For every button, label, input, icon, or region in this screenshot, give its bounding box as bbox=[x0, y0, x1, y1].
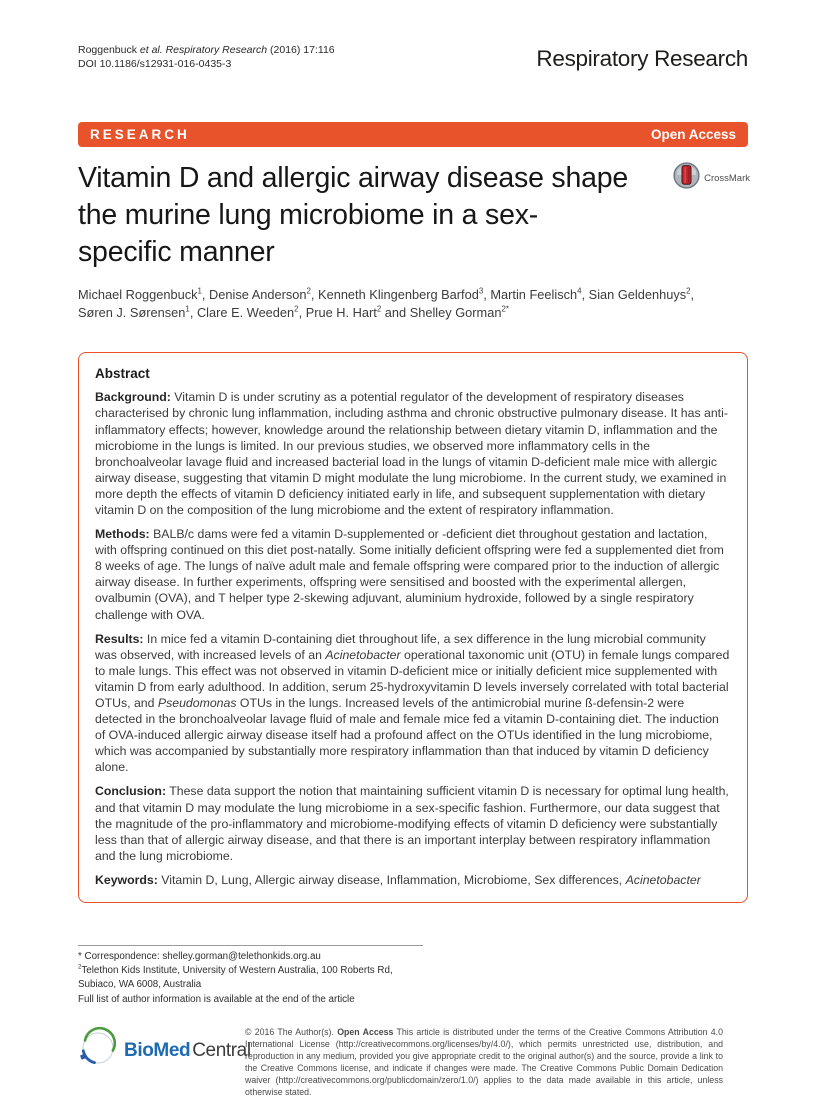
abstract-sections bbox=[95, 389, 731, 888]
abstract-section-label: Conclusion: bbox=[95, 784, 167, 799]
citation-block bbox=[78, 44, 335, 71]
biomed-central-logo-text bbox=[124, 1040, 251, 1062]
footnote-block bbox=[78, 945, 438, 1007]
abstract-heading: Abstract bbox=[95, 366, 150, 382]
article-title-line: specific manner bbox=[78, 236, 275, 268]
text-segment: Telethon Kids Institute, University of Western Australia, 100 Roberts Rd, bbox=[81, 965, 393, 977]
author-list: Michael Roggenbuck$^1$, Denise Anderson$^2$, Kenneth Klingenberg Barfod$^3$, Martin Feelisch$^4$, Sian Geldenhuys$^2$, Søren J. Sørensen$^1$, Clare E. Weeden$^2$, Prue H. Hart$^2$ and Shelley Gorman$^{2*}$ bbox=[78, 286, 695, 321]
text-segment: These data support the notion that maintaining sufficient vitamin D is necessary for optimal lung health, and that vitamin D may modulate the lung microbiome in a sex-specific fashion. Furthermore, our data suggest that the magnitude of the pro-inflammatory and microbiome-modifying effects of vitamin D deficiency were substantially less than that of allergic airway disease, and that there is an important interplay between respiratory inflammation and the lung microbiome. bbox=[95, 784, 729, 863]
research-label: RESEARCH bbox=[90, 127, 190, 142]
text-segment: BALB/c dams were fed a vitamin D-supplemented or -deficient diet throughout gestation and lactation, with offspring continued on this diet post-natally. Some initially deficient offspring were fed a supplemented diet from 8 weeks of age. The lungs of naïve adult male and female offspring were compared prior to the induction of allergic airway disease. In further experiments, offspring were sensitised and boosted with the experimental allergen, ovalbumin (OVA), and T helper type 2-skewing adjuvant, aluminium hydroxide, followed by a single respiratory challenge with OVA. bbox=[95, 527, 724, 622]
affiliation-line2: Subiaco, WA 6008, Australia bbox=[78, 979, 202, 991]
text-segment: Acinetobacter bbox=[625, 872, 701, 887]
author-info-note: Full list of author information is available at the end of the article bbox=[78, 993, 355, 1005]
open-access-label: Open Access bbox=[650, 127, 736, 142]
text-segment: Vitamin D, Lung, Allergic airway disease, Inflammation, Microbiome, Sex differences, bbox=[157, 872, 626, 887]
author-name: Denise Anderson bbox=[209, 287, 307, 302]
author-name: Sian Geldenhuys bbox=[588, 287, 687, 302]
author-name: Michael Roggenbuck bbox=[78, 287, 198, 302]
author-name: Clare E. Weeden bbox=[196, 305, 295, 321]
abstract-box bbox=[78, 352, 748, 903]
text-segment: Open Access bbox=[337, 1026, 394, 1037]
author-affiliation-sup: 2 bbox=[376, 304, 382, 314]
author-affiliation-sup: 2 bbox=[306, 286, 311, 296]
text-segment: (2016) 17:116 bbox=[267, 44, 335, 56]
text-segment: et al. Respiratory Research bbox=[139, 44, 268, 56]
logo-word-central: Central bbox=[192, 1040, 251, 1062]
author-affiliation-sup: 4 bbox=[577, 286, 582, 296]
author-name: Prue H. Hart bbox=[305, 305, 377, 321]
logo-word-biomed: BioMed bbox=[124, 1040, 191, 1062]
author-affiliation-sup: 2* bbox=[501, 304, 509, 314]
article-title-block bbox=[78, 160, 748, 271]
text-segment: Vitamin D is under scrutiny as a potential regulator of the development of respiratory diseases characterised by chronic lung inflammation, including asthma and chronic obstructive pulmonary disease. It has anti-inflammatory effects; however, knowledge around the relationship between dietary vitamin D, inflammation and the microbiome in the lungs is limited. In our previous studies, we observed more inflammatory cells in the bronchoalveolar lavage fluid and increased bacterial load in the lungs of vitamin D-deficient male mice with allergic airway disease, suggesting that vitamin D might modulate the lung microbiome. In the current study, we examined in more depth the effects of vitamin D deficiency initiated early in life, and subsequent supplementation with dietary vitamin D on the composition of the lung microbiome and the extent of respiratory inflammation. bbox=[95, 390, 728, 517]
page-header bbox=[78, 44, 748, 72]
text-segment: Pseudomonas bbox=[157, 696, 237, 710]
biomed-central-logo-icon bbox=[78, 1027, 118, 1076]
article-title-line: Vitamin D and allergic airway disease shape bbox=[78, 162, 629, 194]
journal-title: Respiratory Research bbox=[536, 46, 748, 71]
article-type-banner bbox=[78, 122, 748, 147]
text-segment: In mice fed a vitamin D-containing diet throughout life, a sex difference in the lung microbial community was observed, with increased levels of an bbox=[95, 631, 706, 662]
author-name: Søren J. Sørensen bbox=[78, 305, 186, 321]
abstract-section-methods bbox=[95, 526, 731, 623]
crossmark-badge bbox=[673, 162, 750, 194]
text-segment: operational taxonomic unit (OTU) in female lungs compared to male lungs. This effect was not observed in vitamin D-deficient mice or initially deficient mice supplemented with vitamin D from early adulthood. In addition, serum 25-hydroxyvitamin D levels inversely correlated with total bacterial OTUs, and bbox=[95, 647, 730, 710]
text-segment: 2 bbox=[78, 964, 82, 971]
author-name: Shelley Gorman bbox=[409, 305, 502, 321]
abstract-section-background bbox=[95, 389, 731, 518]
author-name: Martin Feelisch bbox=[490, 287, 578, 302]
abstract-section-label: Keywords: bbox=[95, 872, 158, 887]
citation-line bbox=[78, 44, 335, 58]
abstract-section-label: Background: bbox=[95, 390, 171, 405]
text-segment: Roggenbuck bbox=[78, 44, 140, 56]
crossmark-icon bbox=[673, 162, 700, 194]
abstract-section-keywords bbox=[95, 872, 731, 888]
affiliation-line bbox=[78, 964, 438, 978]
footnote-divider bbox=[78, 945, 423, 946]
author-affiliation-sup: 2 bbox=[686, 286, 691, 296]
publisher-footer bbox=[78, 1027, 748, 1098]
correspondence-line: * Correspondence: shelley.gorman@telethonkids.org.au bbox=[78, 951, 321, 963]
author-affiliation-sup: 1 bbox=[197, 286, 202, 296]
author-name: Kenneth Klingenberg Barfod bbox=[318, 287, 479, 302]
abstract-section-label: Results: bbox=[95, 631, 144, 646]
author-affiliation-sup: 3 bbox=[478, 286, 484, 296]
abstract-section-label: Methods: bbox=[95, 527, 150, 542]
biomed-central-logo bbox=[78, 1027, 251, 1076]
abstract-section-results bbox=[95, 631, 731, 776]
abstract-section-conclusion bbox=[95, 783, 731, 863]
copyright-license-text bbox=[245, 1027, 723, 1098]
text-segment: This article is distributed under the terms of the Creative Commons Attribution 4.0 International License (http://creativecommons.org/licenses/by/4.0/), which permits unrestricted use, distribution, and reproduction in any medium, provided you give appropriate credit to the original author(s) and the source, provide a link to the Creative Commons license, and indicate if changes were made. The Creative Commons Public Domain Dedication waiver (http://creativecommons.org/publicdomain/zero/1.0/) applies to the data made available in this article, unless otherwise stated. bbox=[245, 1026, 723, 1097]
crossmark-label: CrossMark bbox=[704, 172, 750, 184]
doi-line: DOI 10.1186/s12931-016-0435-3 bbox=[78, 57, 232, 70]
text-segment: Acinetobacter bbox=[325, 647, 401, 662]
text-segment: © 2016 The Author(s). bbox=[245, 1026, 338, 1037]
author-affiliation-sup: 1 bbox=[185, 304, 190, 314]
author-affiliation-sup: 2 bbox=[294, 304, 299, 314]
text-segment: OTUs in the lungs. Increased levels of the antimicrobial murine ß-defensin-2 were detected in the bronchoalveolar lavage fluid of male and female mice fed a vitamin D-containing diet. The induction of OVA-induced allergic airway disease itself had a profound affect on the OTUs identified in the lung microbiome, which was accompanied by substantially more respiratory inflammation than that induced by vitamin D deficiency alone. bbox=[95, 696, 719, 775]
article-title-line: the murine lung microbiome in a sex- bbox=[78, 199, 539, 231]
